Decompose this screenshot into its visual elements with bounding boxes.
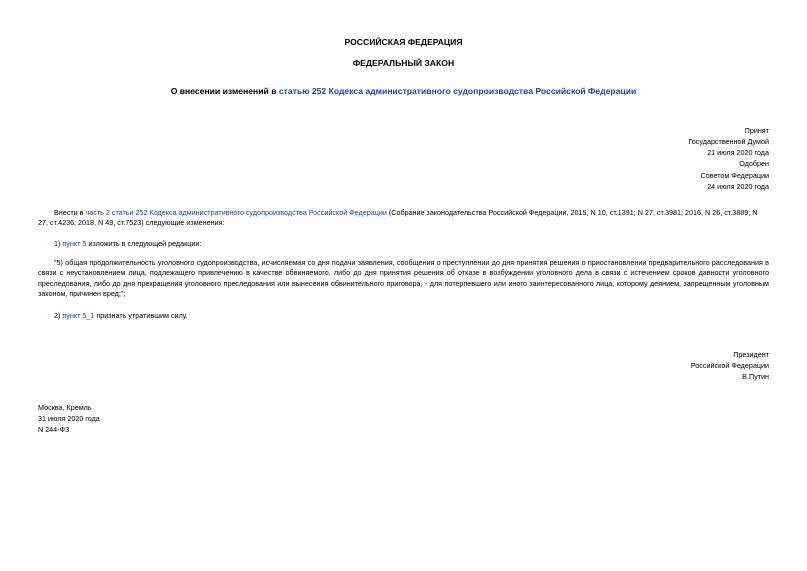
intro-prefix: Внести в <box>54 208 86 217</box>
intro-paragraph <box>38 208 769 229</box>
intro-suffix: (Собрание законодательства Российской Федерации, 2015, N 10, ст.1391; N 27, ст.3981; 2016, N 26, ст.3889; N 27, ст.4236; 2018, N 49, ст.7523) следующие изменения: <box>38 208 758 228</box>
item-2-link[interactable]: пункт 5_1 <box>62 311 95 320</box>
signature-line: Президент <box>733 350 769 359</box>
adoption-line: Советом Федерации <box>700 170 769 180</box>
signature-block <box>691 349 769 382</box>
adoption-line: 24 июля 2020 года <box>707 181 769 191</box>
adoption-line: Государственной Думой <box>688 137 769 147</box>
title-prefix: О внесении изменений в <box>170 86 279 96</box>
place-line: Москва, Кремль <box>38 403 92 412</box>
item-1-paragraph <box>38 239 785 249</box>
signature-line: Российской Федерации <box>690 361 769 371</box>
country-heading: РОССИЙСКАЯ ФЕДЕРАЦИЯ <box>344 37 463 47</box>
adoption-line: Принят <box>744 126 769 135</box>
item-1-prefix: 1) <box>54 239 63 248</box>
item-2-paragraph <box>38 311 785 321</box>
title-article-link[interactable]: статью 252 Кодекса административного судопроизводства Российской Федерации <box>278 86 637 96</box>
intro-article-link[interactable]: часть 2 статьи 252 Кодекса административного судопроизводства Российской Федерации <box>85 208 387 217</box>
adoption-line: Одобрен <box>739 159 769 169</box>
doc-type-heading: ФЕДЕРАЛЬНЫЙ ЗАКОН <box>352 58 455 68</box>
item-2-prefix: 2) <box>54 311 63 320</box>
date-line: 31 июля 2020 года <box>38 414 100 424</box>
adoption-block <box>688 125 769 192</box>
place-date-block <box>38 402 100 435</box>
item-1-link[interactable]: пункт 5 <box>62 239 87 248</box>
signature-line: В.Путин <box>742 372 769 382</box>
law-number: N 244-ФЗ <box>38 425 70 435</box>
item-2-suffix: признать утратившим силу. <box>94 311 188 320</box>
quoted-text-paragraph: "5) общая продолжительность уголовного судопроизводства, исчисляемая со дня подачи заявления, сообщения о преступлении до дня принятия решения о приостановлении предварительного расследования в связи с неустановлением лица, подлежащего привлечению в качестве обвиняемого, либо до дня принятия решения об отказе в возбуждении уголовного дела в связи с истечением сроков давности уголовного преследования, либо до дня прекращения уголовного преследования или вынесения обвинительного приговора, - для потерпевшего или иного заинтересованного лица, которому деянием, запрещенным уголовным законом, причинен вред;"; <box>38 258 769 299</box>
item-1-suffix: изложить в следующей редакции: <box>86 239 202 248</box>
law-title <box>0 85 807 97</box>
adoption-line: 21 июля 2020 года <box>707 148 769 158</box>
